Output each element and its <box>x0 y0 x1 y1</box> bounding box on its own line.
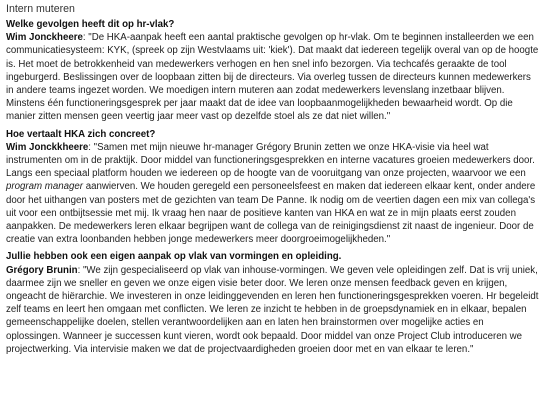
answer-paragraph <box>6 31 539 123</box>
answer-text: : "We zijn gespecialiseerd op vlak van inhouse-vormingen. We geven vele opleidingen zelf. Dat is vrij uniek, daarmee zijn we sneller en geven we onze eigen visie beter door. We leren onze mensen feedback geven en krijgen, ongeacht de hiërarchie. We investeren in onze leidinggevenden en leren hen functioneringsgesprekken voeren. Hr begeleidt zelf teams en leert hen omgaan met conflicten. We leren ze inzicht te hebben in de groepsdynamiek en in elkaar, bepalen gemeenschappelijke doelen, stellen verantwoordelijken aan en laten hen brainstormen over mogelijke acties en oplossingen. Wanneer je successen kunt vieren, wordt ook bepaald. Door middel van onze Project Club introduceren we projectwerking. Via intervisie maken we dat de projectvaardigheden groeien door met en van elkaar te leren." <box>6 264 539 355</box>
speaker-name: Grégory Brunin <box>6 264 78 276</box>
answer-paragraph <box>6 264 539 356</box>
qa-section-2 <box>6 128 539 247</box>
qa-section-1 <box>6 18 539 124</box>
question-heading: Jullie hebben ook een eigen aanpak op vlak van vormingen en opleiding. <box>6 251 342 263</box>
question-heading: Hoe vertaalt HKA zich concreet? <box>6 128 156 140</box>
page-title: Intern muteren <box>6 3 75 15</box>
qa-section-3 <box>6 250 539 356</box>
answer-italic-term: program manager <box>6 181 83 193</box>
speaker-name: Wim Jonckheere <box>6 32 83 44</box>
answer-text: : "Samen met mijn nieuwe hr-manager Grégory Brunin zetten we onze HKA-visie via heel wat instrumenten om in de praktijk. Door middel van functioneringsgesprekken en interne vacatures groeien medewerkers door. Langs een speciaal platform houden we iedereen op de hoogte van de vooruitgang van onze projecten, waarvoor we een <box>6 141 535 180</box>
answer-paragraph <box>6 141 539 247</box>
answer-text: : "De HKA-aanpak heeft een aantal praktische gevolgen op hr-vlak. Om te beginnen installeerden we een communicatiesysteem: KYK, (spreek op zijn Westvlaams uit: 'kiek'). Dat maakt dat iedereen tegelijk overal van op de hoogte is. Het moet de betrokkenheid van medewerkers verhogen en hen snel info bezorgen. Via techcafés geraakte de tool ingeburgerd. Beslissingen over de loopbaan zitten bij de directeurs. Via overleg tussen de directeurs kunnen medewerkers in andere teams ingezet worden. We moedigen intern muteren aan zodat medewerkers levenslang inzetbaar blijven. Minstens één functioneringsgesprek per jaar maakt dat de idee van loopbaanmogelijkheden bewaarheid wordt. Op die manier zitten mensen geen veertig jaar meer vast op dezelfde stoel als ze dat niet willen." <box>6 32 539 123</box>
question-heading: Welke gevolgen heeft dit op hr-vlak? <box>6 19 175 30</box>
answer-text-continued: aanwierven. We houden geregeld een personeelsfeest en maken dat iedereen elkaar kent, onder andere door het uithangen van posters met de gezichten van team De Panne. Ik nodig om de veertien dagen een mix van collega's uit voor een ontbijtsessie met mij. Ik vraag hen naar de positieve kanten van HKA en wat ze in mijn plaats eerst zouden aanpakken. De medewerkers leren elkaar begrijpen want de collega van de reinigingsdienst zit naast de ingenieur. Door de creatie van extra loonbanden hebben jonge medewerkers meer doorgroeimogelijkheden." <box>6 181 536 246</box>
speaker-name: Wim Jonckkheere <box>6 141 89 153</box>
